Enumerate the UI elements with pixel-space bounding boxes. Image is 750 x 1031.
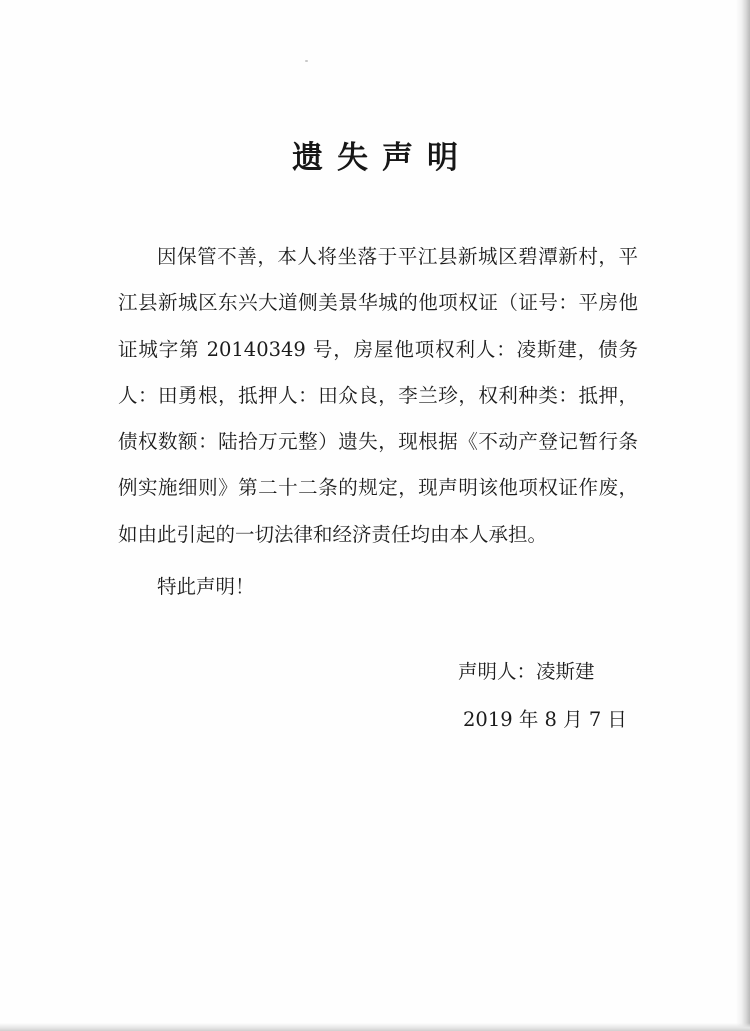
paper-speck: [305, 60, 308, 62]
declarant-signature: 声明人：凌斯建: [458, 660, 595, 683]
scan-edge-right: [736, 0, 750, 1031]
closing-statement: 特此声明！: [157, 575, 255, 598]
declaration-body: 因保管不善，本人将坐落于平江县新城区碧潭新村，平江县新城区东兴大道侧美景华城的他项权证（证号：平房他证城字第 20140349 号，房屋他项权利人：凌斯建，债务人：田勇根，抵押人：田众良，李兰珍，权利种类：抵押，债权数额：陆拾万元整）遗失，现根据《不动产登记暂行条例实施细则》第二十二条的规定，现声明该他项权证作废，如由此引起的一切法律和经济责任均由本人承担。: [118, 245, 638, 546]
declaration-date: 2019 年 8 月 7 日: [463, 708, 627, 731]
scan-edge-bottom: [0, 1023, 750, 1031]
document-title: 遗失声明: [292, 140, 472, 176]
